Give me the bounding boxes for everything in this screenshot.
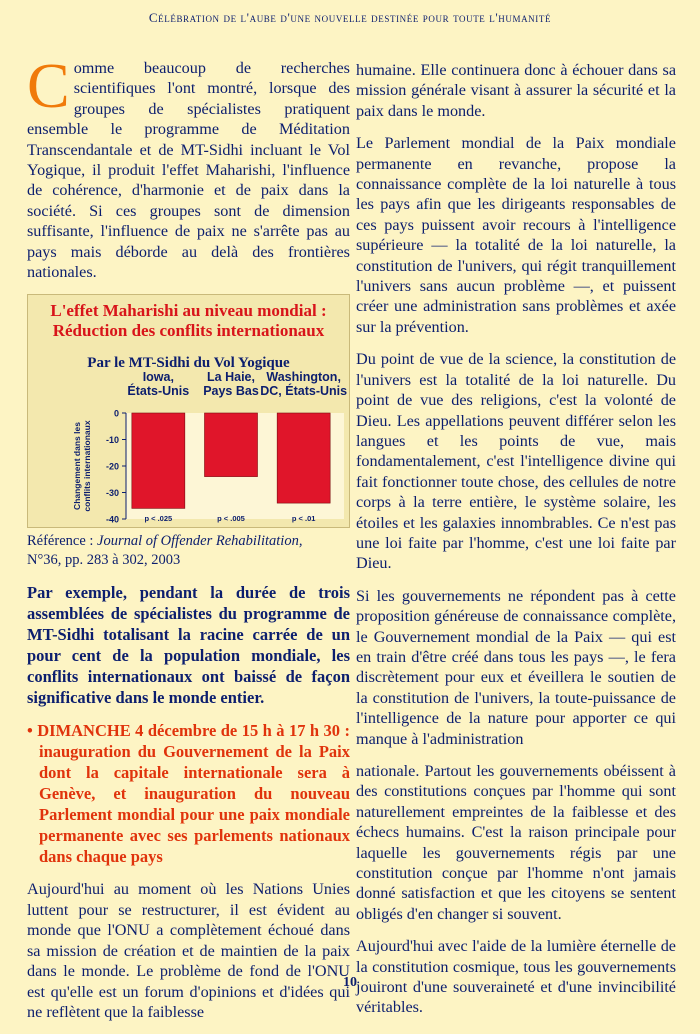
paragraph-3: Du point de vue de la science, la constitution de l'univers est la totalité de la loi naturelle. Du point de vue des religions, c'est la volonté de Dieu. Les appellations peuvent différer selon les langues et les points de vue, mais fondamentalement, c'est l'intelligence divine qui fait fonctionner toute chose, des cellules de notre corps à la terre entière, le système solaire, les étoiles et les galaxies innombrables. Ce n'est pas une loi faite par l'homme, c'est une loi faite par Dieu. xyxy=(356,350,676,573)
paragraph-6: Aujourd'hui avec l'aide de la lumière éternelle de la constitution cosmique, tous les gouvernements jouiront d'une souveraineté et d'une invincibilité véritables. xyxy=(356,937,676,1017)
chart-box xyxy=(27,294,350,528)
p-value-label: p < .005 xyxy=(217,514,245,524)
intro-text: omme beaucoup de recherches scientifiques l'ont montré, lorsque des groupes de spécialistes pratiquent ensemble le programme de Méditation Transcendantale et de MT-Sidhi incluant le Vol Yogique, il produit l'effet Maharishi, l'influence de cohérence, d'harmonie et de paix dans la société. Si ces groupes sont de dimension suffisante, l'influence de paix ne s'arrête pas au pays mais déborde au delà des frontières nationales. xyxy=(27,59,350,282)
bar-chart xyxy=(28,295,349,527)
bar xyxy=(132,413,185,508)
intro-paragraph xyxy=(27,50,350,282)
y-tick-label: -10 xyxy=(105,435,119,446)
y-tick-label: 0 xyxy=(113,408,119,419)
un-paragraph: Aujourd'hui au moment où les Nations Unies luttent pour se restructurer, il est évident au monde que l'ONU a complètement échoué dans sa mission de création et de maintien de la paix dans le monde. Le problème de fond de l'ONU est qu'elle est un forum d'opinions et d'idées qui ne reflètent que la faiblesse xyxy=(27,880,350,1021)
paragraph-4: Si les gouvernements ne répondent pas à cette proposition généreuse de connaissance complète, le Gouvernement mondial de la Paix — qui est en train d'être créé dans tous les pays —, le fera discrètement pour eux et éveillera le soutien de la constitution de l'univers, la toute-puissance de l'intelligence de la nature pour apporter ce qui manque à l'administration xyxy=(356,586,676,748)
category-label-line2: DC, États-Unis xyxy=(260,384,348,399)
drop-cap: C xyxy=(27,50,70,121)
p-value-label: p < .01 xyxy=(291,514,316,524)
y-tick-label: -40 xyxy=(105,514,119,525)
page-header: Célébration de l'aube d'une nouvelle destinée pour toute l'humanité xyxy=(148,10,552,25)
bar xyxy=(205,413,258,477)
category-label-line2: États-Unis xyxy=(127,384,190,399)
y-axis-label-line1: Changement dans les xyxy=(72,422,82,511)
paragraph-1: humaine. Elle continuera donc à échouer dans sa mission générale visant à assurer la sécurité et la paix dans le monde. xyxy=(356,61,676,120)
p-value-label: p < .025 xyxy=(144,514,173,524)
reference-journal: Journal of Offender Rehabilitation, xyxy=(97,533,303,550)
left-column xyxy=(27,50,350,1034)
reference xyxy=(27,532,350,570)
page-number: 10 xyxy=(343,975,357,990)
category-label-line1: La Haie, xyxy=(207,370,255,385)
bar xyxy=(277,413,330,503)
y-tick-label: -20 xyxy=(105,461,119,472)
y-tick-label: -30 xyxy=(105,488,119,499)
paragraph-5: nationale. Partout les gouvernements obéissent à des constitutions conçues par l'homme qui sont naturellement empreintes de la faiblesse et des échecs humains. C'est la raison principale pour laquelle les gouvernements régis par une constitution conçue par l'homme n'ont jamais donné satisfaction et que les citoyens se sentent obligés d'en changer si souvent. xyxy=(356,762,676,923)
example-paragraph: Par exemple, pendant la durée de trois assemblées de spécialistes du programme de MT-Sidhi totalisant la racine carrée de un pour cent de la population mondiale, les conflits internationaux ont baissé de façon significative dans le monde entier. xyxy=(27,583,350,708)
reference-details: N°36, pp. 283 à 302, 2003 xyxy=(27,552,181,569)
chart-title-line1: L'effet Maharishi au niveau mondial : xyxy=(50,301,327,321)
category-label-line1: Iowa, xyxy=(142,370,174,385)
chart-subtitle: Par le MT-Sidhi du Vol Yogique xyxy=(87,355,290,372)
y-axis-label-line2: conflits internationaux xyxy=(82,420,92,513)
category-label-line1: Washington, xyxy=(266,370,341,385)
chart-title-line2: Réduction des conflits internationaux xyxy=(52,321,325,341)
event-announcement: • DIMANCHE 4 décembre de 15 h à 17 h 30 : inauguration du Gouvernement de la Paix dont la capitale internationale sera à Genève, et inauguration du nouveau Parlement mondial pour une paix mondiale permanente avec ses parlements nationaux dans chaque pays xyxy=(27,721,350,867)
category-label-line2: Pays Bas xyxy=(203,384,259,399)
reference-prefix: Référence : xyxy=(27,533,94,550)
right-column xyxy=(356,60,676,1030)
paragraph-2: Le Parlement mondial de la Paix mondiale permanente en revanche, propose la connaissance complète de la loi naturelle à tous les pays afin que les dirigeants responsables de ces pays puissent avoir recours à l'intelligence supérieure — la totalité de la loi naturelle, la constitution de l'univers, qui régit tranquillement l'univers sans aucun problème —, et puissent créer une administration sans problèmes et axée sur la prévention. xyxy=(356,134,676,336)
